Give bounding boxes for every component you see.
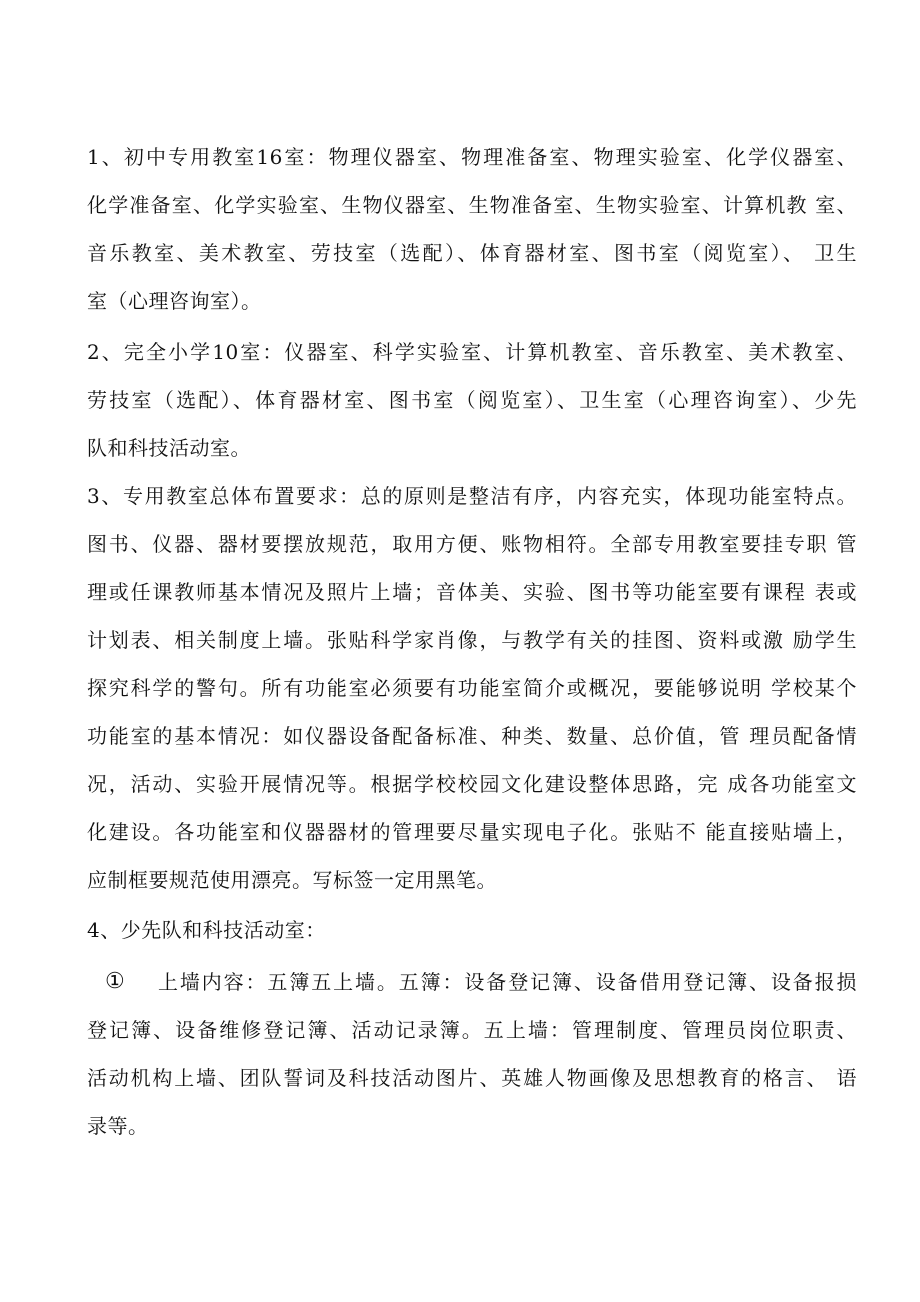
text-line: 录等。 xyxy=(87,1114,149,1138)
text-line: 化建设。各功能室和仪器器材的管理要尽量实现电子化。张贴不 能直接贴墙上， xyxy=(87,820,857,844)
text-line: 登记簿、设备维修登记簿、活动记录簿。五上墙：管理制度、管理员岗位职责、 xyxy=(87,1018,857,1042)
text-line: 3、专用教室总体布置要求：总的原则是整洁有序，内容充实，体现功能室特点。 xyxy=(87,484,857,508)
text-line: 音乐教室、美术教室、劳技室（选配）、体育器材室、图书室（阅览室）、 卫生 xyxy=(87,241,857,265)
text-line: 理或任课教师基本情况及照片上墙；音体美、实验、图书等功能室要有课程 表或 xyxy=(87,580,857,604)
circled-number-one: ① xyxy=(105,969,125,994)
text-line: 2、完全小学10室：仪器室、科学实验室、计算机教室、音乐教室、美术教室、 xyxy=(87,340,857,364)
text-line: 劳技室（选配）、体育器材室、图书室（阅览室）、卫生室（心理咨询室）、少先 xyxy=(87,388,857,412)
text-line: 队和科技活动室。 xyxy=(87,436,251,460)
text-line: 1、初中专用教室16室：物理仪器室、物理准备室、物理实验室、化学仪器室、 xyxy=(87,145,857,169)
text-line: 活动机构上墙、团队誓词及科技活动图片、英雄人物画像及思想教育的格言、 语 xyxy=(87,1066,857,1090)
text-line: 探究科学的警句。所有功能室必须要有功能室简介或概况，要能够说明 学校某个 xyxy=(87,676,857,700)
text-line: 应制框要规范使用漂亮。写标签一定用黑笔。 xyxy=(87,868,497,892)
text-line: 功能室的基本情况：如仪器设备配备标准、种类、数量、总价值，管 理员配备情 xyxy=(87,724,857,748)
text-line: 室（心理咨询室）。 xyxy=(87,289,262,313)
text-line: 况，活动、实验开展情况等。根据学校校园文化建设整体思路，完 成各功能室文 xyxy=(87,772,857,796)
text-line: 化学准备室、化学实验室、生物仪器室、生物准备室、生物实验室、计算机教 室、 xyxy=(87,193,857,217)
text-line: 上墙内容：五簿五上墙。五簿：设备登记簿、设备借用登记簿、设备报损 xyxy=(158,970,857,994)
text-line: 图书、仪器、器材要摆放规范，取用方便、账物相符。全部专用教室要挂专职 管 xyxy=(87,532,857,556)
text-line: 计划表、相关制度上墙。张贴科学家肖像，与教学有关的挂图、资料或激 励学生 xyxy=(87,628,857,652)
text-line: 4、少先队和科技活动室： xyxy=(87,918,326,942)
